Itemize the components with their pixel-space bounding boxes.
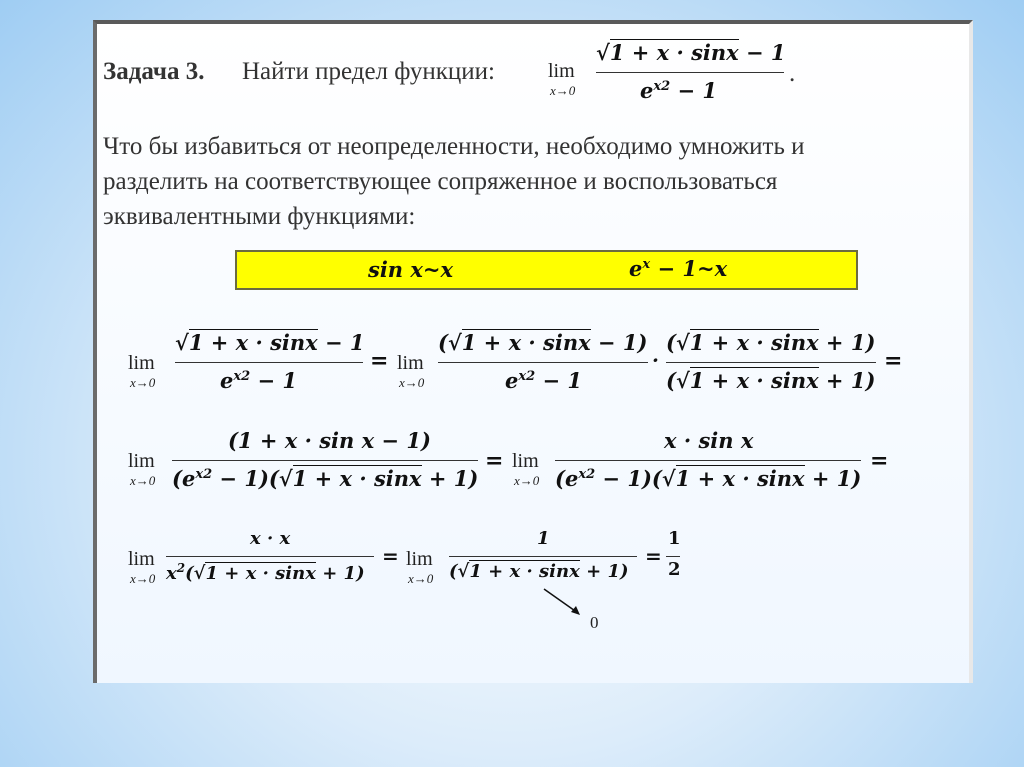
- row3-frac2-line: [449, 556, 637, 557]
- row3-lim-1-sub: x→0: [130, 571, 156, 586]
- equivalence-exp: $e^x$ − 1~x: [629, 256, 728, 281]
- row1-frac2-num: (√1 + x · sinx − 1): [438, 330, 648, 355]
- task-label: Задача 3.: [103, 58, 205, 85]
- row3-lim-2: lim: [406, 548, 433, 570]
- paragraph-line-3: эквивалентными функциями:: [103, 203, 416, 230]
- row1-frac1-num: √1 + x · sinx − 1: [175, 330, 365, 355]
- row1-lim-2-sub: x→0: [399, 375, 425, 390]
- row3-lim-1: lim: [128, 548, 155, 570]
- paragraph-line-1: Что бы избавиться от неопределенности, необходимо умножить и: [103, 133, 805, 160]
- row3-frac1-line: [166, 556, 374, 557]
- row2-frac2-den: $(e^{x2} - 1)(√1 + x \cdot \sin x + 1)$: [555, 466, 862, 491]
- row2-eq-1: =: [485, 448, 504, 474]
- row1-frac3-num: (√1 + x · sinx + 1): [666, 330, 876, 355]
- equivalences-box: [235, 250, 858, 290]
- row1-frac1-den: $e^{x2} - 1$: [220, 368, 298, 393]
- row1-eq-1: =: [370, 348, 389, 374]
- row2-frac2-line: [555, 460, 861, 461]
- row2-lim-2-sub: x→0: [514, 473, 540, 488]
- task-denominator: $e^{x2} - 1$: [640, 78, 718, 103]
- row2-frac1-den: $(e^{x2} - 1)(√1 + x \cdot \sin x + 1)$: [172, 466, 479, 491]
- task-text: Найти предел функции:: [242, 58, 495, 85]
- row3-frac1-num: x · x: [250, 528, 291, 549]
- result-numerator: 1: [668, 528, 681, 549]
- row2-lim-2: lim: [512, 450, 539, 472]
- paragraph-line-2: разделить на соответствующее сопряженное и воспользоваться: [103, 168, 778, 195]
- row2-frac1-num: (1 + x · sin x − 1): [228, 428, 431, 453]
- row3-frac2-num: 1: [537, 528, 550, 549]
- row3-frac1-den: $x^2(√1 + x \cdot \sin x + 1)$: [166, 561, 365, 584]
- row1-frac3-den: (√1 + x · sinx + 1): [666, 368, 876, 393]
- row1-lim-1: lim: [128, 352, 155, 374]
- row1-dot: ·: [652, 348, 659, 372]
- row2-lim-1-sub: x→0: [130, 473, 156, 488]
- task-period: .: [789, 60, 796, 87]
- row1-frac3-line: [666, 362, 876, 363]
- row1-frac1-line: [175, 362, 363, 363]
- result-denominator: 2: [668, 559, 681, 580]
- row3-lim-2-sub: x→0: [408, 571, 434, 586]
- row1-lim-2: lim: [397, 352, 424, 374]
- result-fraction-line: [666, 556, 680, 557]
- row3-eq-1: =: [382, 544, 399, 568]
- arrow-zero-label: 0: [590, 613, 599, 632]
- row3-eq-2: =: [645, 544, 662, 568]
- row2-frac1-line: [172, 460, 478, 461]
- equivalence-sin: sin x~x: [368, 257, 454, 282]
- row2-frac2-num: x · sin x: [664, 428, 754, 453]
- row2-lim-1: lim: [128, 450, 155, 472]
- arrow-icon: [540, 585, 590, 620]
- task-lim-sub: x→0: [550, 83, 576, 98]
- row1-frac2-line: [438, 362, 648, 363]
- task-lim: lim: [548, 60, 575, 82]
- row3-frac2-den: (√1 + x · sinx + 1): [449, 561, 629, 582]
- row1-eq-2: =: [884, 348, 903, 374]
- row1-frac2-den: $e^{x2} - 1$: [505, 368, 583, 393]
- row2-eq-2: =: [870, 448, 889, 474]
- task-fraction-line: [596, 72, 784, 73]
- task-numerator: √1 + x · sinx − 1: [596, 40, 786, 65]
- row1-lim-1-sub: x→0: [130, 375, 156, 390]
